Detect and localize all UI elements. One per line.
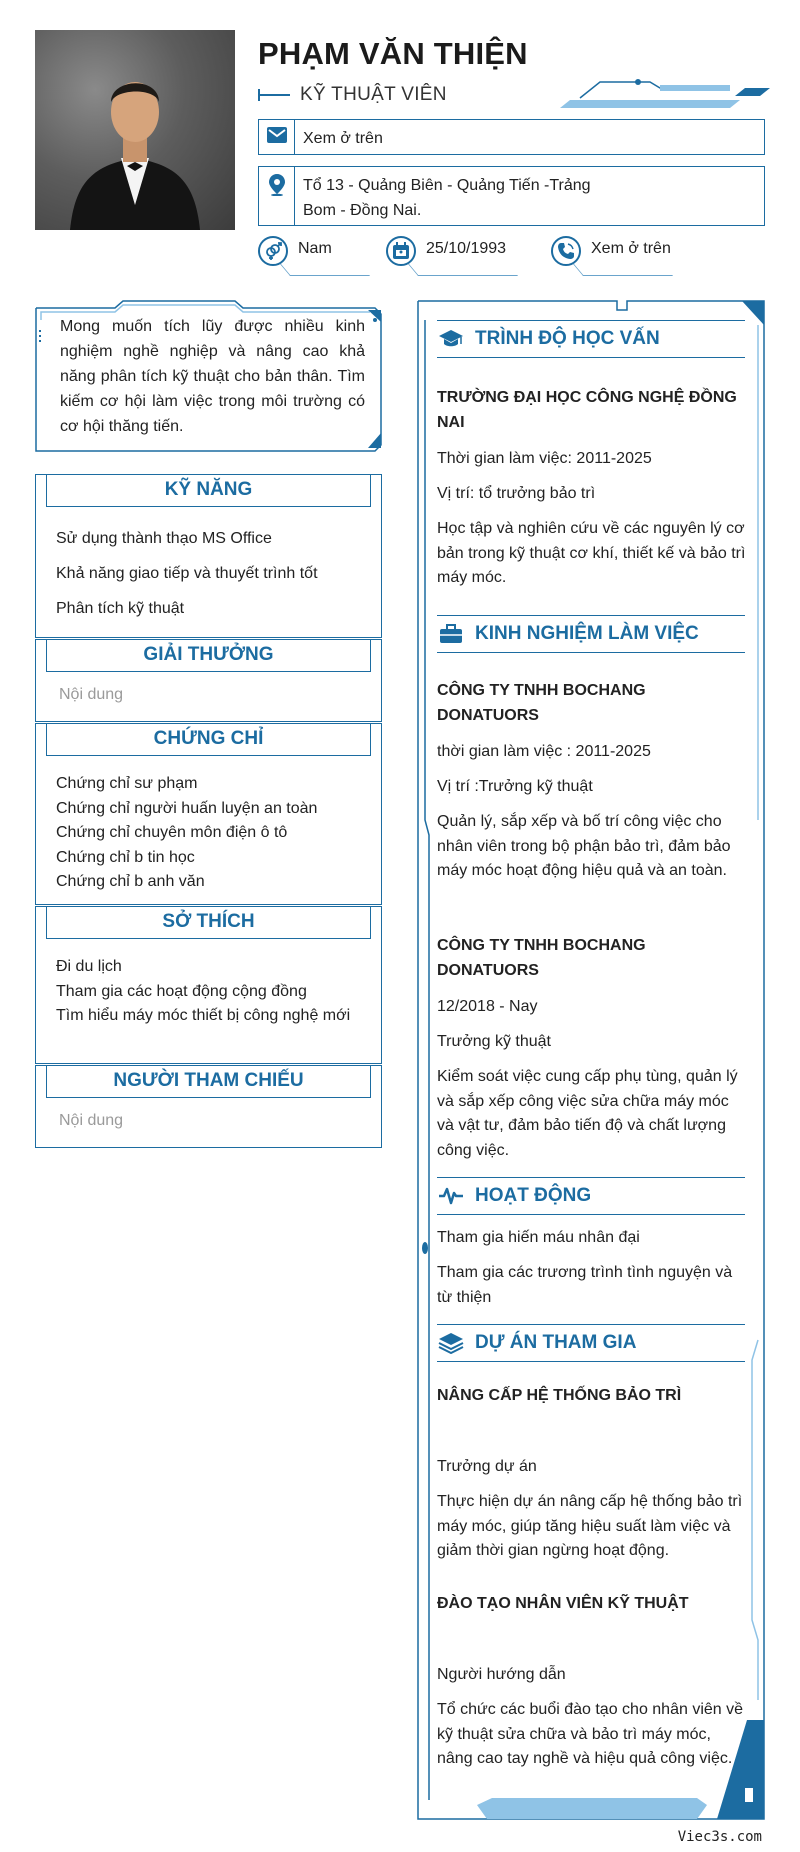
objective-text: Mong muốn tích lũy được nhiều kinh nghiệm nghề nghiệp và nâng cao khả năng phân tích kỹ thuật cho bản thân. Tìm kiếm cơ hội làm việc trong môi trường có cơ hội thăng tiến. xyxy=(60,318,365,435)
activity-item-2: Tham gia các trương trình tình nguyện và từ thiện xyxy=(437,1264,733,1306)
projects-heading xyxy=(437,1324,745,1362)
activities-icon-wrap xyxy=(437,1186,465,1206)
birthday-icon-wrap xyxy=(386,236,416,266)
profile-photo xyxy=(35,30,235,230)
project-name-1: NÂNG CẤP HỆ THỐNG BẢO TRÌ xyxy=(437,1387,682,1404)
hobbies-section xyxy=(35,906,382,1064)
list-item: Đi du lịch xyxy=(56,958,122,975)
layers-icon xyxy=(438,1332,464,1354)
experience-time-1: thời gian làm việc : 2011-2025 xyxy=(437,743,651,760)
phone-icon xyxy=(557,242,575,260)
email-box xyxy=(258,119,765,155)
birthday-underline xyxy=(408,264,518,276)
phone-icon-wrap xyxy=(551,236,581,266)
gender-underline xyxy=(280,264,370,276)
hobbies-list xyxy=(36,939,381,1029)
list-item: Phân tích kỹ thuật xyxy=(56,600,185,617)
experience-position-2: Trưởng kỹ thuật xyxy=(437,1033,551,1050)
awards-section xyxy=(35,639,382,722)
address-value: Tổ 13 - Quảng Biên - Quảng Tiến -Trảng Bom - Đồng Nai. xyxy=(303,177,591,219)
circuit-decoration xyxy=(540,74,770,114)
birthday-value: 25/10/1993 xyxy=(426,240,507,257)
job-title-row xyxy=(258,82,447,108)
activities-title: HOẠT ĐỘNG xyxy=(475,1185,592,1206)
references-heading: NGƯỜI THAM CHIẾU xyxy=(46,1066,371,1098)
education-description: Học tập và nghiên cứu về các nguyên lý cơ bản trong kỹ thuật cơ khí, thiết kế và bảo trì máy móc. xyxy=(437,520,746,586)
list-item: Chứng chỉ sư phạm xyxy=(56,775,198,792)
experience-description-1: Quản lý, sắp xếp và bố trí công việc cho nhân viên trong bộ phận bảo trì, đảm bảo máy móc hoạt động hiệu quả và an toàn. xyxy=(437,813,731,879)
portrait-illustration xyxy=(35,30,235,230)
skills-list xyxy=(36,507,381,626)
projects-title: DỰ ÁN THAM GIA xyxy=(475,1332,637,1353)
list-item: Khả năng giao tiếp và thuyết trình tốt xyxy=(56,565,318,582)
experience-time-2: 12/2018 - Nay xyxy=(437,998,538,1015)
gender-icon-wrap xyxy=(258,236,288,266)
calendar-icon xyxy=(392,242,410,260)
gender-icon xyxy=(264,242,282,260)
education-time: Thời gian làm việc: 2011-2025 xyxy=(437,450,652,467)
briefcase-icon xyxy=(439,624,463,644)
certificates-list xyxy=(36,756,381,895)
envelope-icon xyxy=(267,127,287,143)
activities-heading xyxy=(437,1177,745,1215)
phone-underline xyxy=(573,264,673,276)
experience-company-1: CÔNG TY TNHH BOCHANG DONATUORS xyxy=(437,682,646,724)
references-section xyxy=(35,1065,382,1148)
list-item: Sử dụng thành thạo MS Office xyxy=(56,530,272,547)
location-pin-icon xyxy=(268,174,286,196)
experience-heading xyxy=(437,615,745,653)
pulse-icon xyxy=(438,1186,464,1206)
list-item: Chứng chỉ chuyên môn điện ô tô xyxy=(56,824,288,841)
certificates-section xyxy=(35,723,382,905)
birthday-field xyxy=(386,236,506,266)
email-icon-cell xyxy=(259,120,295,154)
project-description-1: Thực hiện dự án nâng cấp hệ thống bảo trì máy móc, giúp tăng hiệu suất làm việc và giảm thời gian ngừng hoạt động. xyxy=(437,1493,743,1559)
list-item: Tham gia các hoạt động cộng đồng xyxy=(56,982,307,1000)
project-role-2: Người hướng dẫn xyxy=(437,1666,566,1683)
phone-field xyxy=(551,236,671,266)
list-item: Chứng chỉ b tin học xyxy=(56,848,195,866)
education-position: Vị trí: tổ trưởng bảo trì xyxy=(437,485,596,502)
awards-placeholder: Nội dung xyxy=(59,686,124,703)
phone-value: Xem ở trên xyxy=(591,240,671,257)
experience-icon-wrap xyxy=(437,624,465,644)
experience-company-2: CÔNG TY TNHH BOCHANG DONATUORS xyxy=(437,937,646,979)
list-item: Chứng chỉ b anh văn xyxy=(56,873,205,890)
list-item: Chứng chỉ người huấn luyện an toàn xyxy=(56,799,318,817)
list-item: Tìm hiểu máy móc thiết bị công nghệ mới xyxy=(56,1007,351,1024)
address-box xyxy=(258,166,765,226)
site-watermark: Viec3s.com xyxy=(677,1829,762,1845)
candidate-name: PHẠM VĂN THIỆN xyxy=(258,36,528,71)
experience-description-2: Kiểm soát việc cung cấp phụ tùng, quản lý và sắp xếp công việc sửa chữa máy móc và vật tư, đảm bảo tiến độ và chất lượng công việc. xyxy=(437,1068,738,1159)
project-role-1: Trưởng dự án xyxy=(437,1458,537,1475)
job-title: KỸ THUẬT VIÊN xyxy=(300,84,447,105)
education-heading xyxy=(437,320,745,358)
education-school: TRƯỜNG ĐẠI HỌC CÔNG NGHỆ ĐỒNG NAI xyxy=(437,389,737,431)
education-icon-wrap xyxy=(437,329,465,349)
experience-title: KINH NGHIỆM LÀM VIỆC xyxy=(475,623,699,644)
experience-position-1: Vị trí :Trưởng kỹ thuật xyxy=(437,778,593,795)
skills-section xyxy=(35,474,382,638)
address-icon-cell xyxy=(259,167,295,225)
certificates-heading: CHỨNG CHỈ xyxy=(46,724,371,756)
objective-section xyxy=(35,300,382,452)
awards-heading: GIẢI THƯỞNG xyxy=(46,640,371,672)
email-value: Xem ở trên xyxy=(303,130,383,147)
graduation-cap-icon xyxy=(438,329,464,349)
education-title: TRÌNH ĐỘ HỌC VẤN xyxy=(475,328,660,349)
skills-heading: KỸ NĂNG xyxy=(46,475,371,507)
hobbies-heading: SỞ THÍCH xyxy=(46,907,371,939)
title-tick-decoration xyxy=(258,89,290,101)
gender-field xyxy=(258,236,332,266)
references-placeholder: Nội dung xyxy=(59,1112,124,1129)
projects-icon-wrap xyxy=(437,1332,465,1354)
project-name-2: ĐÀO TẠO NHÂN VIÊN KỸ THUẬT xyxy=(437,1595,689,1612)
project-description-2: Tổ chức các buổi đào tạo cho nhân viên về kỹ thuật sửa chữa và bảo trì máy móc, nâng cao tay nghề và hiệu quả công việc. xyxy=(437,1701,744,1767)
gender-value: Nam xyxy=(298,240,332,257)
activity-item-1: Tham gia hiến máu nhân đại xyxy=(437,1229,640,1246)
